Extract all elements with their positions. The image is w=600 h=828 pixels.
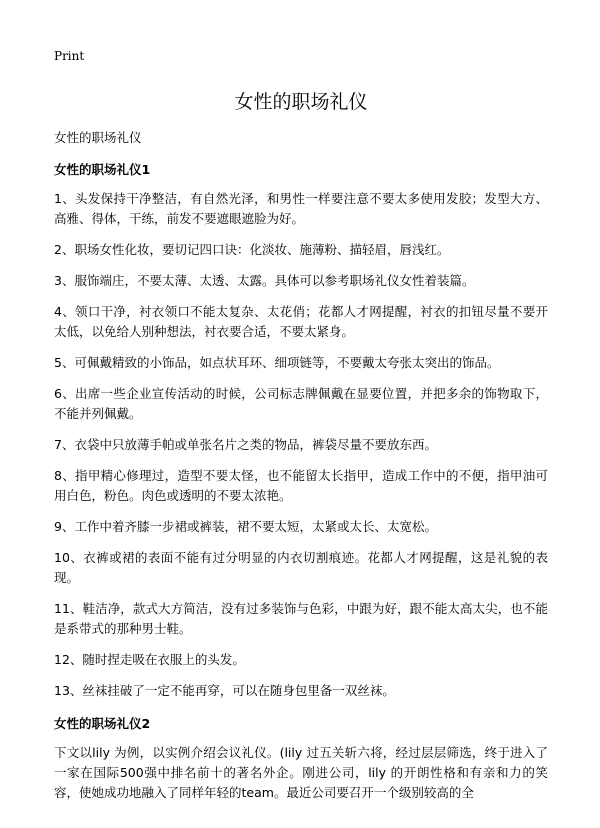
section-1-heading: 女性的职场礼仪1 <box>54 162 151 177</box>
section-1-item: 1、头发保持干净整洁，有自然光泽，和男性一样要注意不要太多使用发胶；发型大方、高雅、得体，干练，前发不要遮眼遮脸为好。 <box>54 191 548 226</box>
section-1-item: 11、鞋洁净，款式大方简洁，没有过多装饰与色彩，中跟为好，跟不能太高太尖，也不能是系带式的那种男士鞋。 <box>54 601 548 636</box>
page-title: 女性的职场礼仪 <box>234 91 368 113</box>
section-2-heading: 女性的职场礼仪2 <box>54 716 151 731</box>
section-1-item: 5、可佩戴精致的小饰品，如点状耳环、细项链等，不要戴太夸张太突出的饰品。 <box>54 355 500 370</box>
section-1-item: 10、衣裤或裙的表面不能有过分明显的内衣切割痕迹。花都人才网提醒，这是礼貌的表现。 <box>54 550 548 585</box>
section-2-paragraph: 下文以lily 为例，以实例介绍会议礼仪。(lily 过五关斩六将，经过层层筛选，终于进入了一家在国际500强中排名前十的著名外企。刚进公司，lily 的开朗性格和有亲和力的笑容，使她成功地融入了同样年轻的team。最近公司要召开一个级别较高的全 <box>54 745 548 800</box>
print-link[interactable]: Print <box>54 49 85 63</box>
section-1-item: 4、领口干净，衬衣领口不能太复杂、太花俏；花都人才网提醒，衬衣的扣钮尽量不要开太低，以免给人别种想法，衬衣要合适，不要太紧身。 <box>54 304 548 339</box>
document-subtitle: 女性的职场礼仪 <box>54 130 142 145</box>
section-1-item: 3、服饰端庄，不要太薄、太透、太露。具体可以参考职场礼仪女性着装篇。 <box>54 273 475 288</box>
section-1-item: 2、职场女性化妆，要切记四口诀：化淡妆、施薄粉、描轻眉，唇浅红。 <box>54 242 450 257</box>
section-1-item: 12、随时捏走吸在衣服上的头发。 <box>54 652 245 667</box>
section-1-item: 6、出席一些企业宣传活动的时候，公司标志牌佩戴在显要位置，并把多余的饰物取下，不能并列佩戴。 <box>54 386 548 421</box>
section-1-item: 8、指甲精心修理过，造型不要太怪，也不能留太长指甲，造成工作中的不便，指甲油可用白色，粉色。肉色或透明的不要太浓艳。 <box>54 468 548 503</box>
section-1-item: 9、工作中着齐膝一步裙或裤装，裙不要太短，太紧或太长、太宽松。 <box>54 519 437 534</box>
section-1-item: 7、衣袋中只放薄手帕或单张名片之类的物品，裤袋尽量不要放东西。 <box>54 437 437 452</box>
section-1-item: 13、丝袜挂破了一定不能再穿，可以在随身包里备一双丝袜。 <box>54 683 395 698</box>
